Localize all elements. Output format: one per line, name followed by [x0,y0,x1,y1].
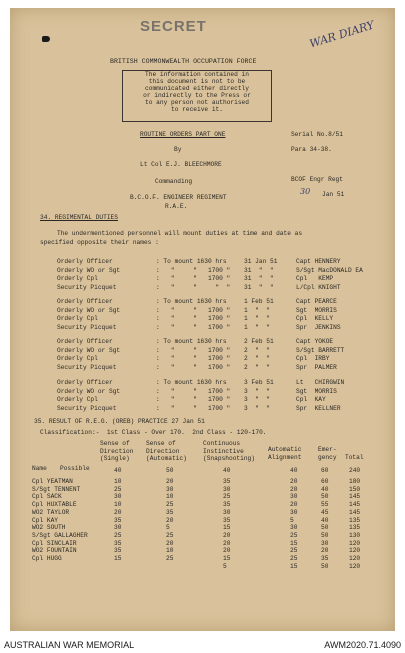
duty-mount-time: : " " 1700 " [156,355,231,362]
score-name: Cpl KAY [32,516,58,524]
footer [0,638,405,653]
score-value: 135 [349,516,361,524]
score-column-header: Alignment [268,453,302,461]
duty-person: Capt HENNERY [296,258,341,265]
duty-date: 3 Feb 51 [244,379,274,386]
duty-mount-time: : " " 1700 " [156,323,231,331]
score-value: 20 [166,539,174,547]
name-column-header: Name [32,465,47,472]
duty-date: 31 " " [244,275,274,282]
score-value: 5 [290,516,294,524]
score-value: 30 [223,485,231,493]
score-value: 20 [290,478,298,485]
duty-person: Cpl KEMP [296,275,334,282]
score-value: 10 [114,478,122,485]
score-value: 25 [166,501,174,509]
duty-date: 31 " " [244,283,274,291]
score-value: 135 [349,524,361,532]
duty-date: 2 " " [244,363,270,371]
duty-person: S/Sgt MacDONALD EA [296,266,363,274]
score-column-header: Sense of [100,440,130,447]
duty-date: 31 Jan 51 [244,258,278,265]
header-org: BRITISH COMMONWEALTH OCCUPATION FORCE [110,58,257,65]
punch-hole-mark [42,36,50,42]
footer-institution: AUSTRALIAN WAR MEMORIAL [4,640,135,650]
notice-line: The information contained in [145,71,249,78]
score-value: 120 [349,555,361,562]
score-value: 25 [290,555,298,562]
duty-person: Sgt MORRIS [296,306,337,314]
score-name: WO2 FOUNTAIN [32,547,77,555]
notice-line: or indirectly to the Press or [143,92,251,99]
score-value: 20 [166,478,174,485]
section-34-title: 34. REGIMENTAL DUTIES [40,214,118,221]
possible-label: Possible [60,465,90,472]
duty-date: 31 " " [244,266,274,274]
score-value: 150 [349,485,361,493]
duty-date: 2 " " [244,346,270,354]
duty-role: Security Picquet [57,323,117,331]
classification-line: Classification:- 1st Class - Over 170. 2nd Class - 120-170. [40,429,267,436]
duty-person: Cpl KAY [296,396,326,403]
duty-person: Spr PALMER [296,363,337,371]
unit-corps: R.A.E. [165,203,188,210]
duty-person: Capt PEARCE [296,298,337,305]
score-value: 60 [321,478,329,485]
score-value: 10 [166,547,174,555]
score-value: 25 [166,531,174,539]
duty-mount-time: : To mount 1630 hrs [156,379,227,386]
duty-mount-time: : To mount 1630 hrs [156,298,227,305]
duty-date: 1 " " [244,306,270,314]
score-name: Cpl HUXTABLE [32,501,77,509]
score-value: 30 [290,524,298,532]
duty-mount-time: : " " 1700 " [156,346,231,354]
duty-person: Cpl KELLY [296,315,334,322]
score-value: 30 [223,508,231,516]
score-value: 35 [166,508,174,516]
score-value: 25 [290,547,298,555]
score-value: 120 [349,539,361,547]
duty-role: Orderly WO or Sgt [57,346,121,354]
duty-role: Security Picquet [57,404,117,412]
score-value: 55 [321,501,329,509]
duty-date: 3 " " [244,404,270,412]
duty-mount-time: : " " 1700 " [156,275,231,282]
score-name: Cpl YEATMAN [32,478,73,485]
score-column-header: Total [345,454,364,461]
security-notice [122,70,272,122]
document-title: ROUTINE ORDERS PART ONE [140,131,226,138]
duty-role: Orderly Cpl [57,396,98,403]
score-column-header: Direction [100,447,134,455]
score-value: 15 [223,524,231,532]
possible-score: 40 [114,467,122,474]
score-value: 130 [349,531,361,539]
duty-mount-time: : " " 1700 " [156,396,231,403]
score-value: 30 [290,493,298,501]
duty-date: 2 " " [244,355,270,362]
score-column-header: Instinctive [203,447,244,455]
duty-mount-time: : " " 1700 " [156,306,231,314]
unit-code: BCOF Engr Regt [291,176,343,183]
score-value: 30 [321,539,329,547]
score-value: 20 [223,547,231,555]
duty-role: Orderly Officer [57,258,113,265]
notice-line: to receive it. [171,106,223,113]
handwritten-date-day: 30 [300,187,311,196]
score-value: 35 [223,501,231,509]
score-name: Cpl SINCLAIR [32,539,77,547]
score-value: 40 [321,485,329,493]
duty-role: Security Picquet [57,363,117,371]
score-value: 30 [114,524,122,532]
score-name: S/Sgt TENNENT [32,485,81,493]
score-value: 30 [114,493,122,501]
duty-role: Orderly Cpl [57,315,98,322]
duty-date: 2 Feb 51 [244,338,274,345]
score-value: 25 [223,493,231,501]
duty-mount-time: : " " 1700 " [156,315,231,322]
footer-accession: AWM2020.71.4090 [324,640,401,650]
duty-person: S/Sgt BARRETT [296,346,345,354]
score-value: 180 [349,478,361,485]
score-column-header: (Automatic) [146,455,187,462]
duty-role: Orderly Officer [57,338,113,345]
score-value: 50 [321,493,329,501]
score-value: 30 [166,485,174,493]
score-column-header: Sense of [146,440,176,447]
score-value: 25 [290,531,298,539]
score-value: 15 [290,562,298,570]
score-value: 50 [321,524,329,532]
notice-line: to any person not authorised [145,99,249,106]
duty-role: Orderly Officer [57,379,113,386]
commander-name: Lt Col E.J. BLEECHMORE [140,161,222,168]
score-value: 20 [114,508,122,516]
duty-date: 1 Feb 51 [244,298,274,305]
notice-line: this document is not to be [148,78,246,85]
duty-role: Orderly Officer [57,298,113,305]
duty-date: 3 " " [244,396,270,403]
duty-role: Orderly WO or Sgt [57,306,121,314]
score-column-header: Continuous [203,440,241,447]
score-value: 30 [290,508,298,516]
score-column-header: (Single) [100,455,130,462]
score-value: 5 [223,562,227,570]
by-label: By [174,146,182,153]
possible-score: 60 [321,467,329,474]
score-value: 35 [114,547,122,555]
duty-role: Security Picquet [57,283,117,291]
score-value: 25 [114,485,122,493]
duty-person: Lt CHIRGWIN [296,379,345,386]
score-value: 5 [166,524,170,532]
score-value: 15 [290,539,298,547]
duty-mount-time: : " " 1700 " [156,266,231,274]
score-value: 35 [114,516,122,524]
duty-person: Sgt MORRIS [296,387,337,395]
score-column-header: Automatic [268,446,302,453]
duty-person: Spr JENKINS [296,323,341,331]
score-value: 35 [114,539,122,547]
possible-score: 240 [349,467,361,474]
intro-line: The undermentioned personnel will mount duties at time and date as [57,230,303,237]
score-name: Cpl HUGG [32,555,62,562]
score-value: 20 [321,547,329,555]
duty-date: 1 " " [244,323,270,331]
score-value: 120 [349,562,361,570]
score-column-header: Emer- [318,446,337,453]
duty-role: Orderly WO or Sgt [57,387,121,395]
duty-mount-time: : To mount 1630 hrs [156,258,227,265]
score-name: S/Sgt GALLAGHER [32,531,88,539]
score-value: 20 [290,485,298,493]
score-value: 50 [321,531,329,539]
score-value: 50 [321,562,329,570]
score-column-header: (Snapshooting) [203,455,255,462]
section-35-title: 35. RESULT OF R.E.G. (OREB) PRACTICE 27 Jan 51 [34,418,205,425]
duty-person: Cpl IRBY [296,355,330,362]
war-diary-handwriting: WAR DIARY [308,18,376,51]
score-value: 20 [290,501,298,509]
score-name: WO2 SOUTH [32,524,66,532]
para-range: Para 34-38. [291,146,332,153]
duty-mount-time: : " " 1700 " [156,363,231,371]
score-value: 15 [114,555,122,562]
unit-name: B.C.O.F. ENGINEER REGIMENT [130,194,227,201]
score-value: 10 [114,501,122,509]
score-value: 20 [223,539,231,547]
score-name: WO2 TAYLOR [32,508,70,516]
duty-role: Orderly WO or Sgt [57,266,121,274]
score-value: 20 [223,531,231,539]
score-value: 10 [166,493,174,501]
possible-score: 40 [223,467,231,474]
score-column-header: gency [318,453,337,461]
duty-date: 3 " " [244,387,270,395]
score-value: 20 [166,516,174,524]
score-value: 145 [349,493,361,501]
duty-mount-time: : To mount 1630 hrs [156,338,227,345]
duty-role: Orderly Cpl [57,355,98,362]
intro-line: specified opposite their names : [40,239,159,246]
score-column-header: Direction [146,447,180,455]
score-value: 35 [223,516,231,524]
duty-mount-time: : " " 1700 " [156,387,231,395]
score-name: Cpl SACK [32,493,62,501]
score-value: 145 [349,501,361,509]
possible-score: 50 [166,467,174,474]
score-value: 120 [349,547,361,555]
score-value: 45 [321,508,329,516]
score-value: 145 [349,508,361,516]
duty-mount-time: : " " 1700 " [156,404,231,412]
duty-date: 1 " " [244,315,270,322]
duty-role: Orderly Cpl [57,275,98,282]
date-month-year: Jan 51 [322,191,345,198]
score-value: 25 [114,531,122,539]
secret-stamp: SECRET [140,18,207,35]
duty-person: L/Cpl KNIGHT [296,283,341,291]
score-value: 35 [223,478,231,485]
serial-number: Serial No.8/51 [291,131,343,138]
score-value: 40 [321,516,329,524]
score-value: 15 [223,555,231,562]
possible-score: 40 [290,467,298,474]
duty-mount-time: : " " " " [156,283,231,291]
duty-person: Capt YOKOE [296,338,334,345]
score-value: 25 [166,555,174,562]
duty-person: Spr KELLNER [296,404,341,412]
score-value: 35 [321,555,329,562]
notice-line: communicated either directly [145,85,249,92]
commanding-label: Commanding [155,178,193,185]
